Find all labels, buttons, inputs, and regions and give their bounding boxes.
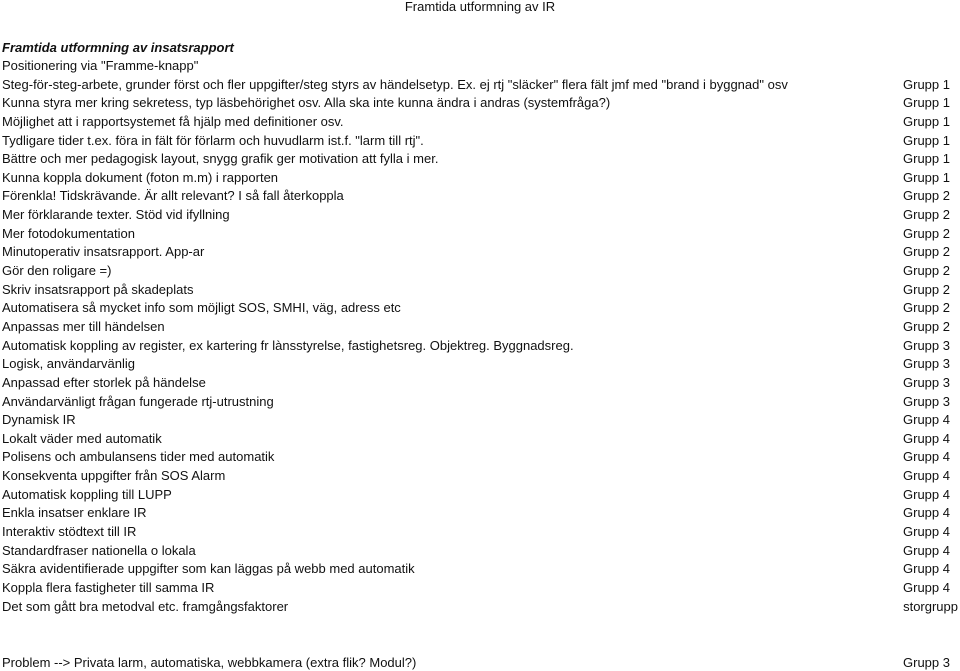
item-text: Det som gått bra metodval etc. framgångsfaktorer [2,598,289,614]
item-group: Grupp 2 [903,207,950,223]
feedback-list [0,57,960,616]
item-text: Säkra avidentifierade uppgifter som kan läggas på webb med automatik [2,561,415,577]
item-text: Konsekventa uppgifter från SOS Alarm [2,468,226,484]
item-group: Grupp 1 [903,76,950,92]
list-item [0,113,960,132]
list-item [0,337,960,356]
list-item [0,299,960,318]
item-group: Grupp 4 [903,542,950,558]
list-item [0,374,960,393]
item-group: Grupp 3 [903,393,950,409]
item-text: Möjlighet att i rapportsystemet få hjälp med definitioner osv. [2,113,344,129]
item-text: Anpassad efter storlek på händelse [2,374,206,390]
list-item [0,206,960,225]
item-text: Minutoperativ insatsrapport. App-ar [2,244,205,260]
item-text: Förenkla! Tidskrävande. Är allt relevant? I så fall återkoppla [2,188,344,204]
footer-row [0,654,960,671]
item-text: Positionering via "Framme-knapp" [2,58,199,73]
footer-group: Grupp 3 [903,655,950,670]
item-group: Grupp 1 [903,113,950,129]
list-item [0,318,960,337]
item-text: Kunna styra mer kring sekretess, typ läsbehörighet osv. Alla ska inte kunna ändra i andras (systemfråga?) [2,95,611,111]
list-item [0,57,960,76]
item-group: Grupp 2 [903,300,950,316]
item-group: Grupp 1 [903,132,950,148]
item-text: Automatisk koppling av register, ex kartering fr lànsstyrelse, fastighetsreg. Objektreg. Byggnadsreg. [2,337,574,353]
item-group: Grupp 2 [903,281,950,297]
list-item [0,560,960,579]
item-text: Tydligare tider t.ex. föra in fält för förlarm och huvudlarm ist.f. "larm till rtj". [2,132,424,148]
item-text: Steg-för-steg-arbete, grunder först och fler uppgifter/steg styrs av händelsetyp. Ex. ej rtj "släcker" flera fält jmf med "brand i byggnad" osv [2,76,788,92]
item-group: Grupp 4 [903,468,950,484]
item-text: Enkla insatser enklare IR [2,505,147,521]
item-text: Gör den roligare =) [2,263,112,279]
item-text: Automatisera så mycket info som möjligt SOS, SMHI, väg, adress etc [2,300,401,316]
item-group: Grupp 2 [903,188,950,204]
item-group: Grupp 2 [903,263,950,279]
document-title: Framtida utformning av insatsrapport [2,40,234,55]
item-text: Användarvänligt frågan fungerade rtj-utrustning [2,393,274,409]
item-group: Grupp 3 [903,356,950,372]
list-item [0,243,960,262]
list-item [0,150,960,169]
list-item [0,76,960,95]
list-item [0,132,960,151]
page-header [0,0,960,20]
item-group: Grupp 4 [903,486,950,502]
item-group: Grupp 3 [903,337,950,353]
item-text: Logisk, användarvänlig [2,356,135,372]
list-item [0,579,960,598]
item-group: Grupp 2 [903,225,950,241]
item-text: Koppla flera fastigheter till samma IR [2,579,215,595]
item-group: Grupp 1 [903,151,950,167]
item-group: Grupp 4 [903,579,950,595]
list-item [0,281,960,300]
item-text: Bättre och mer pedagogisk layout, snygg grafik ger motivation att fylla i mer. [2,151,439,167]
item-group: Grupp 3 [903,374,950,390]
item-group: Grupp 2 [903,244,950,260]
list-item [0,94,960,113]
list-item [0,523,960,542]
item-text: Kunna koppla dokument (foton m.m) i rapporten [2,169,279,185]
item-text: Lokalt väder med automatik [2,430,162,446]
item-group: Grupp 4 [903,430,950,446]
item-group: Grupp 4 [903,524,950,540]
item-group: Grupp 4 [903,449,950,465]
item-group: Grupp 4 [903,561,950,577]
list-item [0,355,960,374]
item-text: Automatisk koppling till LUPP [2,486,172,502]
item-text: Standardfraser nationella o lokala [2,542,196,558]
item-group: storgrupp [903,598,958,614]
item-text: Interaktiv stödtext till IR [2,524,137,540]
item-group: Grupp 4 [903,412,950,428]
list-item [0,225,960,244]
list-item [0,393,960,412]
list-item [0,430,960,449]
list-item [0,467,960,486]
item-text: Mer fotodokumentation [2,225,135,241]
list-item [0,448,960,467]
item-text: Dynamisk IR [2,412,76,428]
footer-text: Problem --> Privata larm, automatiska, webbkamera (extra flik? Modul?) [2,655,417,670]
item-group: Grupp 4 [903,505,950,521]
list-item [0,598,960,617]
item-group: Grupp 1 [903,95,950,111]
list-item [0,542,960,561]
item-group: Grupp 2 [903,318,950,334]
list-item [0,504,960,523]
item-group: Grupp 1 [903,169,950,185]
list-item [0,411,960,430]
list-item [0,169,960,188]
list-item [0,187,960,206]
item-text: Polisens och ambulansens tider med automatik [2,449,275,465]
item-text: Mer förklarande texter. Stöd vid ifyllning [2,207,230,223]
item-text: Skriv insatsrapport på skadeplats [2,281,194,297]
page-header-title: Framtida utformning av IR [404,0,556,14]
item-text: Anpassas mer till händelsen [2,318,165,334]
list-item [0,262,960,281]
list-item [0,486,960,505]
